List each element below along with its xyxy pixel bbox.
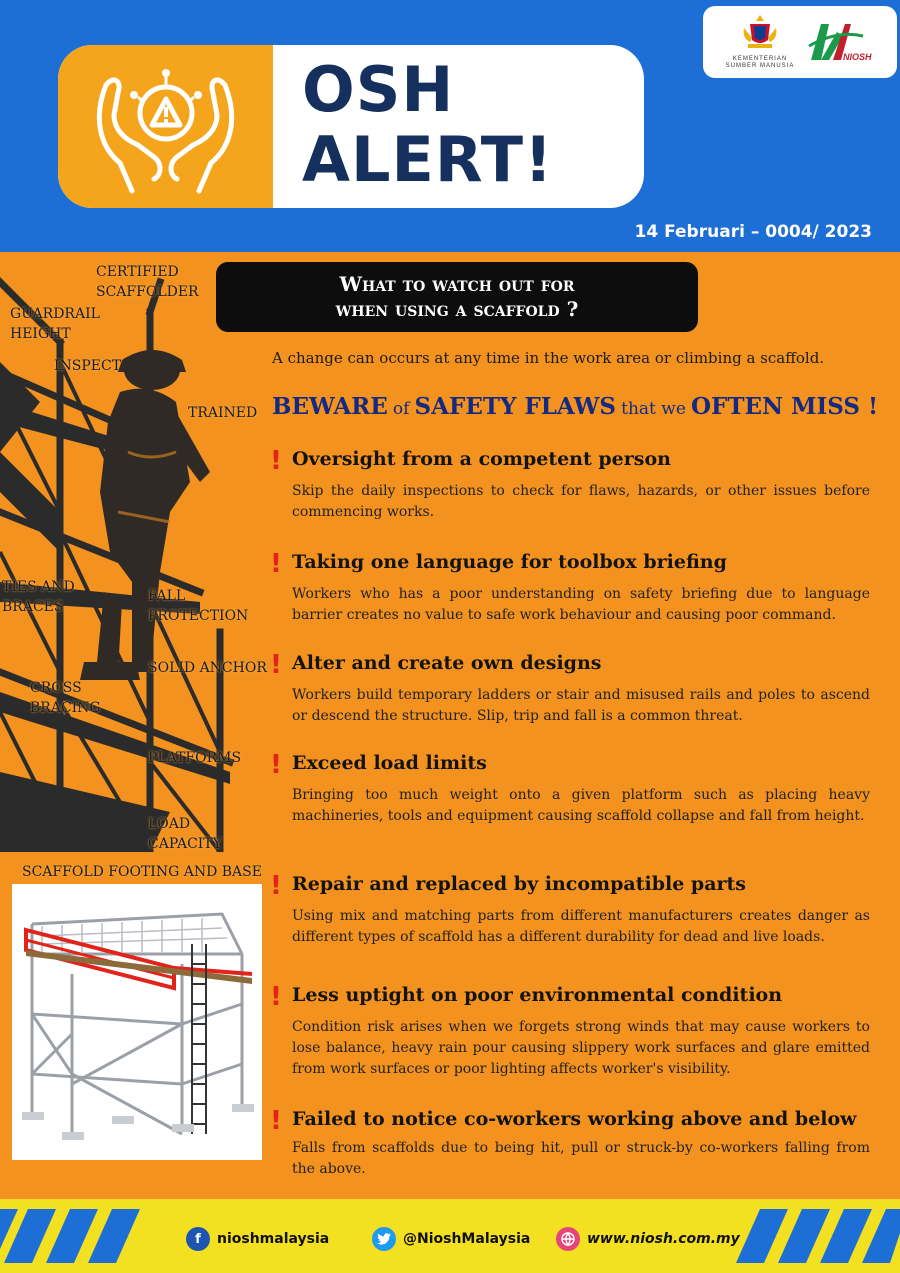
banner-line1: What to watch out for [339, 272, 575, 296]
flaw-title: Less uptight on poor environmental condition [292, 984, 783, 1006]
label-ties-and-braces: TIES AND BRACES [2, 579, 75, 615]
beware-safety-flaws: SAFETY FLAWS [414, 393, 617, 420]
scaffold-photo [12, 884, 262, 1160]
beware-headline [272, 393, 878, 420]
banner-line2: when using a scaffold ? [335, 297, 579, 321]
exclamation-icon: ! [270, 549, 282, 579]
niosh-emblem-icon [807, 16, 889, 72]
label-guardrail-height: GUARDRAIL HEIGHT [10, 306, 100, 342]
facebook-icon: f [186, 1227, 210, 1251]
flaw-body: Falls from scaffolds due to being hit, pull or struck-by co-workers falling from the above. [292, 1140, 870, 1177]
flaw-body: Skip the daily inspections to check for flaws, hazards, or other issues before commencing works. [292, 483, 870, 520]
flaw-title: Failed to notice co-workers working above and below [292, 1108, 857, 1130]
title-line1: OSH [302, 53, 455, 126]
label-platforms: PLATFORMS [148, 750, 242, 766]
flaw-body: Condition risk arises when we forgets strong winds that may cause workers to lose balance, heavy rain pour causing slippery work surfaces and glare emitted from work surfaces or poor lighting affects worker's visibility. [292, 1019, 870, 1077]
label-certified-scaffolder: CERTIFIED SCAFFOLDER [96, 264, 199, 300]
page-title [302, 55, 553, 195]
label-fall-protection: FALL PROTECTION [148, 588, 249, 624]
scaffold-tower-icon [12, 884, 262, 1160]
exclamation-icon: ! [270, 750, 282, 780]
facebook-handle: nioshmalaysia [217, 1231, 330, 1247]
flaw-title: Taking one language for toolbox briefing [292, 551, 727, 573]
label-scaffold-footing: SCAFFOLD FOOTING AND BASE [22, 864, 262, 880]
twitter-handle: @NioshMalaysia [403, 1231, 531, 1247]
ministry-logo [725, 12, 795, 74]
coat-of-arms-icon [740, 12, 780, 52]
flaw-body: Workers build temporary ladders or stair and misused rails and poles to ascend or descend the structure. Slip, trip and fall is a common threat. [292, 687, 870, 724]
beware-of: of [392, 399, 410, 419]
niosh-logo-text: NIOSH [843, 52, 872, 62]
beware-often-miss: OFTEN MISS ! [691, 393, 879, 420]
exclamation-icon: ! [270, 650, 282, 680]
flaw-title: Exceed load limits [292, 752, 487, 774]
website-link: www.niosh.com.my [587, 1231, 740, 1247]
flaw-body: Using mix and matching parts from different manufacturers creates danger as different types of scaffold has a different durability for dead and live loads. [292, 908, 870, 945]
issue-date: 14 Februari – 0004/ 2023 [634, 222, 872, 242]
beware-that-we: that we [621, 399, 686, 419]
globe-icon [556, 1227, 580, 1251]
safety-badge [58, 45, 273, 208]
header [0, 0, 900, 252]
title-card [58, 45, 644, 208]
label-solid-anchor: SOLID ANCHOR [148, 660, 267, 676]
flaw-title: Alter and create own designs [292, 652, 602, 674]
ministry-logo-text: KEMENTERIAN SUMBER MANUSIA [725, 56, 795, 69]
label-load-capacity: LOAD CAPACITY [148, 816, 222, 852]
section-banner [216, 262, 698, 332]
flaw-title: Repair and replaced by incompatible parts [292, 873, 747, 895]
social-facebook[interactable] [186, 1226, 329, 1252]
flaw-body: Workers who has a poor understanding on safety briefing due to language barrier creates no value to safe work behaviour and causing poor command. [292, 586, 870, 623]
social-twitter[interactable] [372, 1226, 530, 1252]
intro-text: A change can occurs at any time in the work area or climbing a scaffold. [272, 349, 825, 367]
scaffold-illustration [0, 252, 268, 852]
logo-panel [703, 6, 897, 78]
label-cross-bracing: CROSS BRACING [30, 680, 101, 716]
title-line2: ALERT! [302, 123, 554, 196]
exclamation-icon: ! [270, 1106, 282, 1136]
beware-word: BEWARE [272, 393, 388, 420]
exclamation-icon: ! [270, 446, 282, 476]
flaw-body: Bringing too much weight onto a given platform such as placing heavy machineries, tools and equipment causing scaffold collapse and fall from height. [292, 787, 870, 824]
exclamation-icon: ! [270, 871, 282, 901]
social-website[interactable] [556, 1226, 740, 1252]
flaw-title: Oversight from a competent person [292, 448, 671, 470]
hands-warning-icon [58, 45, 273, 208]
twitter-icon [372, 1227, 396, 1251]
label-trained: TRAINED [188, 405, 258, 421]
exclamation-icon: ! [270, 982, 282, 1012]
hazard-stripes-right [730, 1209, 900, 1263]
label-inspect: INSPECT [54, 358, 122, 374]
hazard-stripes-left [0, 1209, 170, 1263]
niosh-logo [807, 16, 889, 72]
